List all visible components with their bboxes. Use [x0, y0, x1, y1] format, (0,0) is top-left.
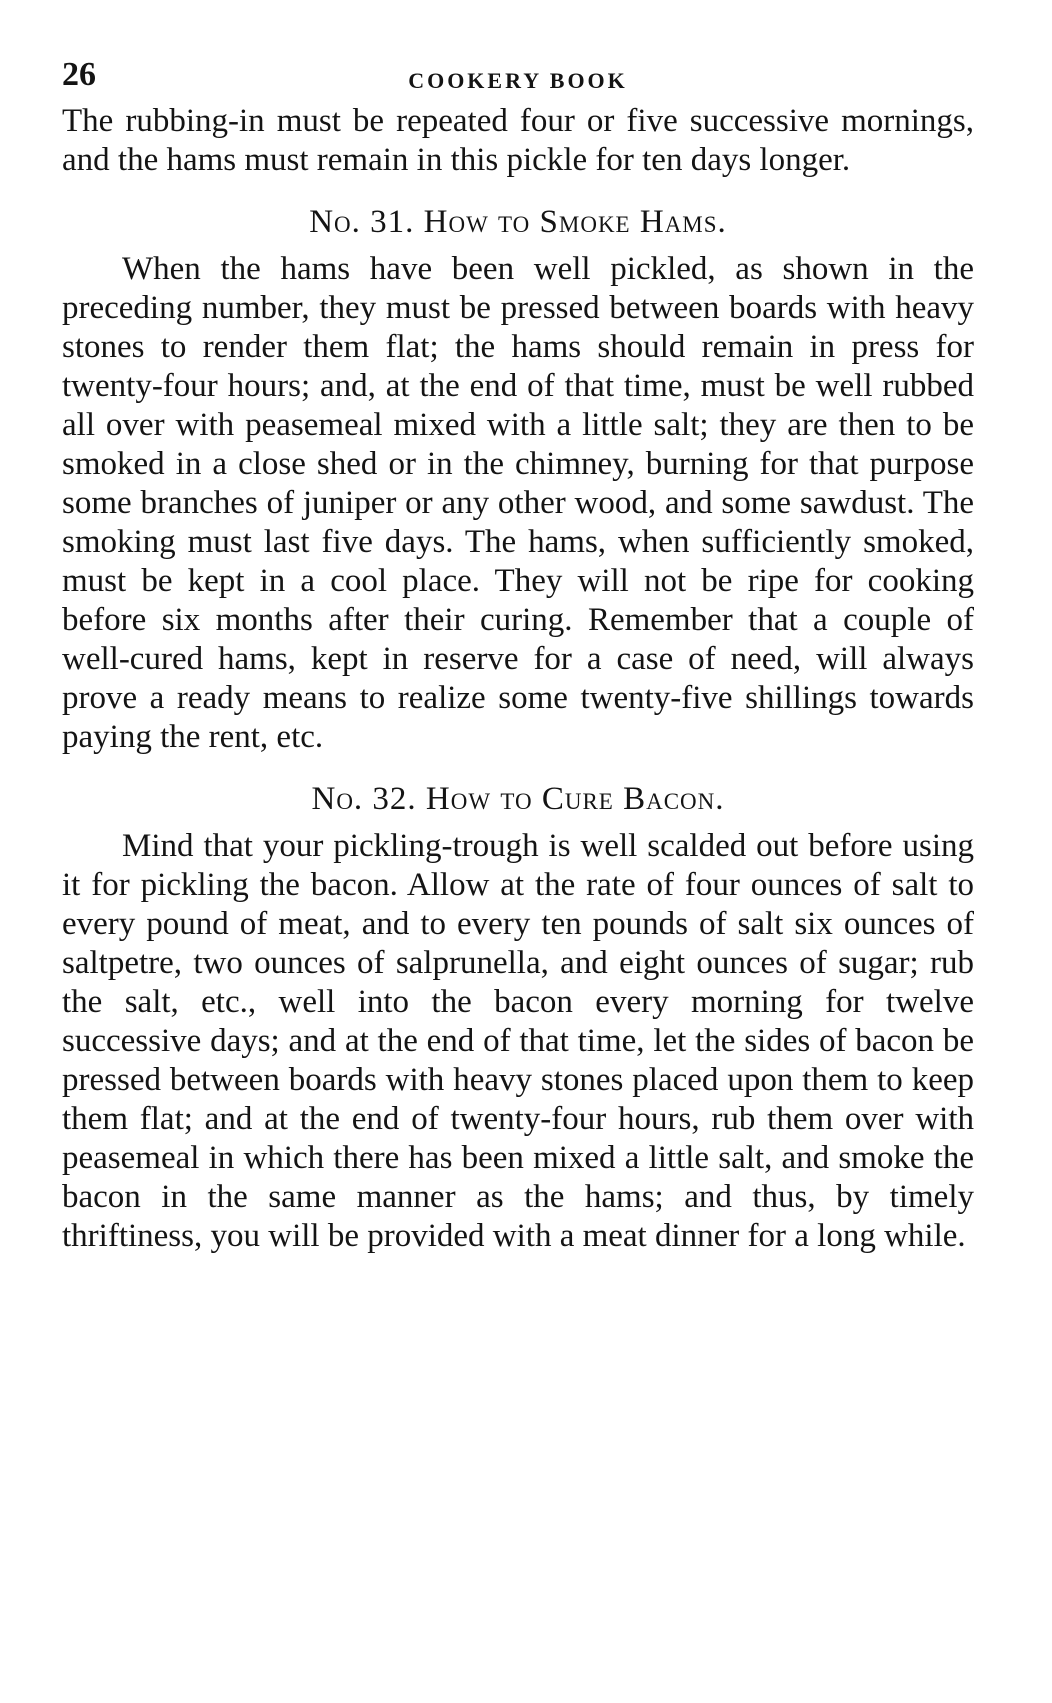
page-number: 26 — [62, 56, 96, 93]
running-title: COOKERY BOOK — [408, 68, 628, 93]
section-32-body: Mind that your pickling-trough is well scalded out before using it for pickling the bacon. Allow at the rate of four ounces of salt to every pound of meat, and to every ten pounds of salt six ounces of saltpetre, two ounces of salprunella, and eight ounces of sugar; rub the salt, etc., well into the bacon every morning for twelve successive days; and at the end of that time, let the sides of bacon be pressed between boards with heavy stones placed upon them to keep them flat; and at the end of twenty-four hours, rub them over with peasemeal in which there has been mixed a little salt, and smoke the bacon in the same manner as the hams; and thus, by timely thriftiness, you will be provided with a meat dinner for a long while. — [62, 828, 974, 1254]
running-head — [62, 50, 974, 102]
section-31-heading: No. 31. How to Smoke Hams. — [309, 204, 727, 240]
continuation-paragraph: The rubbing-in must be repeated four or five successive mornings, and the hams must remain in this pickle for ten days longer. — [62, 103, 974, 178]
section-31-body: When the hams have been well pickled, as shown in the preceding number, they must be pressed between boards with heavy stones to render them flat; the hams should remain in press for twenty-four hours; and, at the end of that time, must be well rubbed all over with peasemeal mixed with a little salt; they are then to be smoked in a close shed or in the chimney, burning for that purpose some branches of juniper or any other wood, and some sawdust. The smoking must last five days. The hams, when sufficiently smoked, must be kept in a cool place. They will not be ripe for cooking before six months after their curing. Remember that a couple of well-cured hams, kept in reserve for a case of need, will always prove a ready means to realize some twenty-five shillings towards paying the rent, etc. — [62, 251, 974, 755]
book-page — [62, 50, 974, 1256]
section-32-heading: No. 32. How to Cure Bacon. — [311, 781, 725, 817]
